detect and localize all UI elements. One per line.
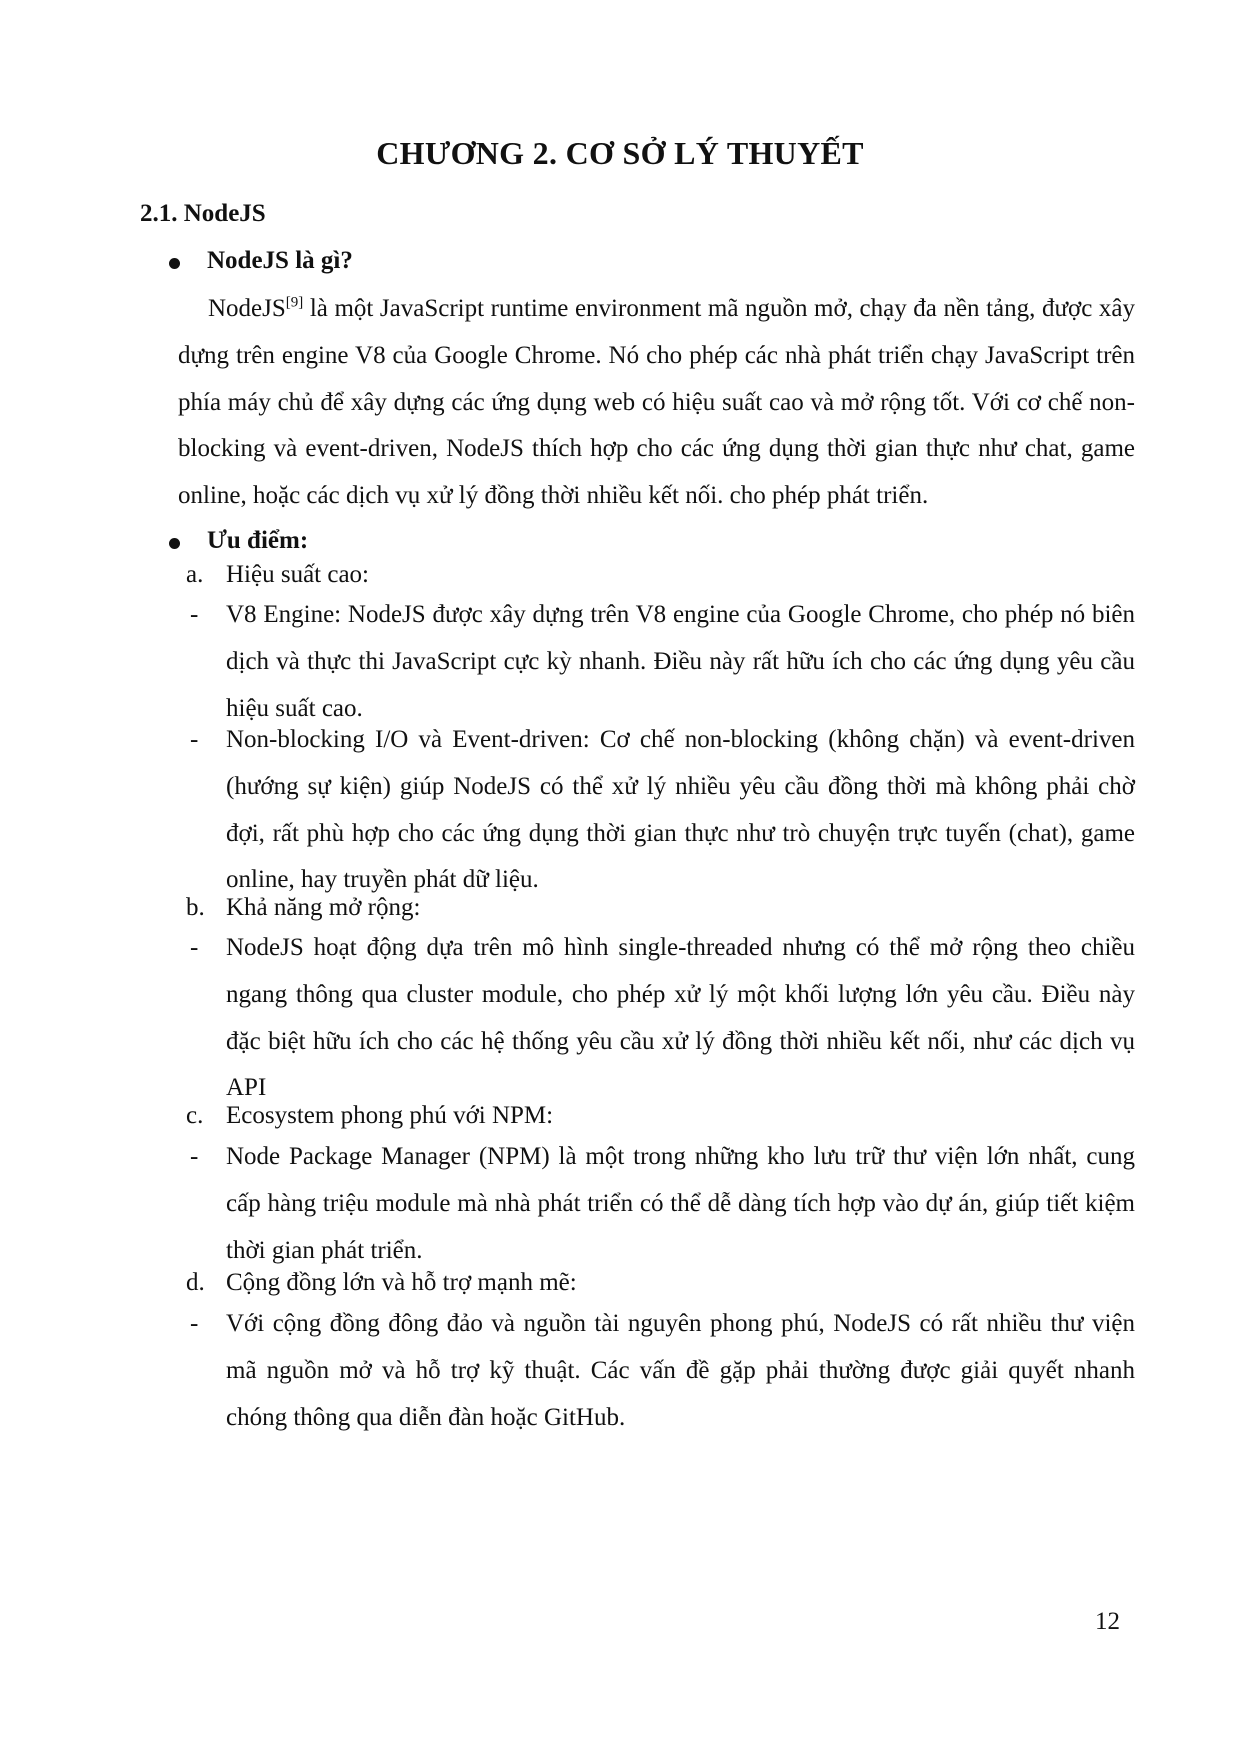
bullet-dot-icon	[169, 258, 180, 269]
bullet-label: Ưu điểm:	[207, 527, 309, 554]
list-marker: b.	[186, 894, 205, 921]
list-marker: -	[190, 934, 199, 961]
list-item-community	[178, 1301, 1135, 1441]
bullet-label: NodeJS là gì?	[207, 247, 353, 274]
page-number: 12	[1095, 1608, 1120, 1635]
list-marker: c.	[186, 1102, 204, 1129]
intro-paragraph	[178, 286, 1135, 520]
list-item-text: Cộng đồng lớn và hỗ trợ mạnh mẽ:	[226, 1269, 577, 1296]
list-marker: -	[190, 601, 199, 628]
list-item-npm	[178, 1134, 1135, 1274]
citation-superscript: [9]	[285, 294, 304, 311]
list-item-text: Hiệu suất cao:	[226, 561, 370, 588]
list-marker: -	[190, 1143, 199, 1170]
list-marker: -	[190, 726, 199, 753]
intro-lead: NodeJS	[208, 295, 286, 322]
list-item-d	[178, 1260, 1135, 1307]
list-item-text: Ecosystem phong phú với NPM:	[226, 1102, 554, 1129]
list-item-text: Node Package Manager (NPM) là một trong những kho lưu trữ thư viện lớn nhất, cung cấp hàng triệu module mà nhà phát triển có thể dễ dàng tích hợp vào dự án, giúp tiết kiệm thời gian phát triển.	[226, 1143, 1135, 1264]
list-item-non-blocking	[178, 717, 1135, 904]
list-item-c	[178, 1093, 1135, 1140]
list-marker: d.	[186, 1269, 205, 1296]
list-item-text: Với cộng đồng đông đảo và nguồn tài nguyên phong phú, NodeJS có rất nhiều thư viện mã nguồn mở và hỗ trợ kỹ thuật. Các vấn đề gặp phải thường được giải quyết nhanh chóng thông qua diễn đàn hoặc GitHub.	[226, 1310, 1135, 1431]
list-marker: a.	[186, 561, 204, 588]
list-marker: -	[190, 1310, 199, 1337]
intro-text: là một JavaScript runtime environment mã nguồn mở, chạy đa nền tảng, được xây dựng trên engine V8 của Google Chrome. Nó cho phép các nhà phát triển chạy JavaScript trên phía máy chủ để xây dựng các ứng dụng web có hiệu suất cao và mở rộng tốt. Với cơ chế non-blocking và event-driven, NodeJS thích hợp cho các ứng dụng thời gian thực như chat, game online, hoặc các dịch vụ xử lý đồng thời nhiều kết nối. cho phép phát triển.	[178, 295, 1135, 510]
bullet-dot-icon	[169, 538, 180, 549]
list-item-scalability	[178, 925, 1135, 1112]
list-item-v8-engine	[178, 592, 1135, 732]
section-heading: 2.1. NodeJS	[140, 200, 266, 227]
list-item-text: Khả năng mở rộng:	[226, 894, 421, 921]
list-item-text: Non-blocking I/O và Event-driven: Cơ chế non-blocking (không chặn) và event-driven (hướng sự kiện) giúp NodeJS có thể xử lý nhiều yêu cầu đồng thời mà không phải chờ đợi, rất phù hợp cho các ứng dụng thời gian thực như trò chuyện trực tuyến (chat), game online, hay truyền phát dữ liệu.	[226, 726, 1135, 894]
chapter-title: CHƯƠNG 2. CƠ SỞ LÝ THUYẾT	[376, 135, 864, 171]
list-item-text: NodeJS hoạt động dựa trên mô hình single-threaded nhưng có thể mở rộng theo chiều ngang thông qua cluster module, cho phép xử lý một khối lượng lớn yêu cầu. Điều này đặc biệt hữu ích cho các hệ thống yêu cầu xử lý đồng thời nhiều kết nối, như các dịch vụ API	[226, 934, 1135, 1102]
list-item-text: V8 Engine: NodeJS được xây dựng trên V8 engine của Google Chrome, cho phép nó biên dịch và thực thi JavaScript cực kỳ nhanh. Điều này rất hữu ích cho các ứng dụng yêu cầu hiệu suất cao.	[226, 601, 1135, 722]
